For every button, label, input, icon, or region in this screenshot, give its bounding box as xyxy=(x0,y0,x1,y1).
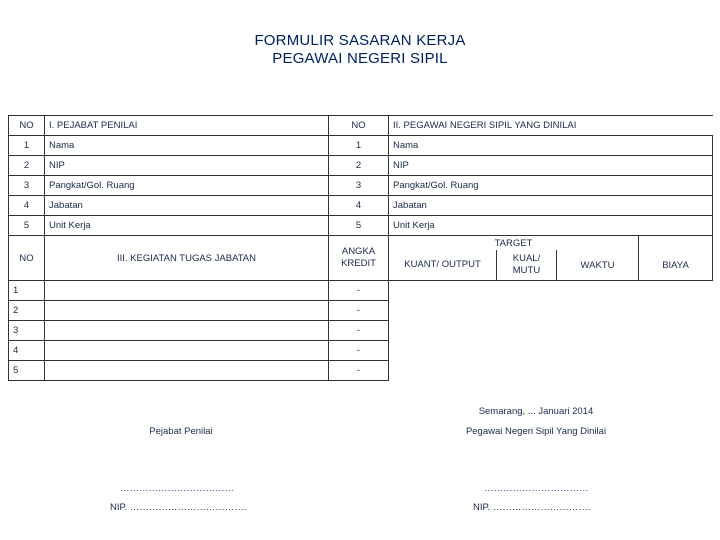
s3-row-kredit: - xyxy=(329,321,389,341)
s3-row-kredit: - xyxy=(329,281,389,301)
s2-row-label: Unit Kerja xyxy=(389,216,713,236)
activity-row xyxy=(9,321,713,341)
s3-no-header: NO xyxy=(9,236,45,281)
s3-row-activity[interactable] xyxy=(45,301,329,321)
kuant-output-label: KUANT/ OUTPUT xyxy=(404,259,481,270)
s3-row-blank xyxy=(389,341,713,361)
activity-row xyxy=(9,281,713,301)
s1-row-no: 2 xyxy=(9,156,45,176)
identity-row xyxy=(9,156,713,176)
left-signature-line: ……………………………… xyxy=(120,483,234,494)
s3-heading: III. KEGIATAN TUGAS JABATAN xyxy=(45,236,329,281)
right-signature-line: …………………………… xyxy=(484,483,589,494)
identity-row xyxy=(9,216,713,236)
right-signer-title: Pegawai Negeri Sipil Yang Dinilai xyxy=(465,426,607,437)
s2-row-no: 1 xyxy=(329,136,389,156)
s2-row-label: NIP xyxy=(389,156,713,176)
target-header: TARGET xyxy=(389,236,639,251)
s3-row-no: 4 xyxy=(9,341,45,361)
s2-no-header: NO xyxy=(329,116,389,136)
s2-row-label: Pangkat/Gol. Ruang xyxy=(389,176,713,196)
s3-row-kredit: - xyxy=(329,301,389,321)
waktu-header: WAKTU xyxy=(557,250,639,281)
s2-row-no: 2 xyxy=(329,156,389,176)
s3-row-blank xyxy=(389,301,713,321)
identity-row xyxy=(9,136,713,156)
angka-kredit-label: ANGKA KREDIT xyxy=(341,246,376,269)
s1-row-no: 4 xyxy=(9,196,45,216)
s1-row-no: 1 xyxy=(9,136,45,156)
form-title-line2: PEGAWAI NEGERI SIPIL xyxy=(272,50,448,67)
activity-row xyxy=(9,361,713,381)
s3-row-activity[interactable] xyxy=(45,341,329,361)
biaya-header: BIAYA xyxy=(639,236,713,281)
s2-heading: II. PEGAWAI NEGERI SIPIL YANG DINILAI xyxy=(389,116,713,136)
s1-row-label: NIP xyxy=(45,156,329,176)
s3-row-activity[interactable] xyxy=(45,321,329,341)
s1-no-header: NO xyxy=(9,116,45,136)
s3-row-kredit: - xyxy=(329,341,389,361)
angka-kredit-header xyxy=(329,236,389,281)
activity-header-row xyxy=(9,236,713,251)
activity-row xyxy=(9,341,713,361)
s2-row-no: 3 xyxy=(329,176,389,196)
s3-row-activity[interactable] xyxy=(45,361,329,381)
kuant-output-header xyxy=(389,250,497,281)
kual-mutu-header xyxy=(497,250,557,281)
s3-row-blank xyxy=(389,321,713,341)
s1-row-label: Jabatan xyxy=(45,196,329,216)
s2-row-label: Nama xyxy=(389,136,713,156)
s3-row-blank xyxy=(389,361,713,381)
s1-row-label: Nama xyxy=(45,136,329,156)
s2-row-no: 4 xyxy=(329,196,389,216)
kual-mutu-label: KUAL/ MUTU xyxy=(512,253,541,276)
s2-row-no: 5 xyxy=(329,216,389,236)
form-table xyxy=(8,115,713,381)
identity-header-row xyxy=(9,116,713,136)
right-nip: NIP. …………………………. xyxy=(473,502,591,513)
s2-row-label: Jabatan xyxy=(389,196,713,216)
s3-row-no: 2 xyxy=(9,301,45,321)
activity-row xyxy=(9,301,713,321)
s3-row-blank xyxy=(389,281,713,301)
place-date: Semarang, ... Januari 2014 xyxy=(478,406,594,417)
left-signer-title: Pejabat Penilai xyxy=(149,426,213,437)
form-title-line1: FORMULIR SASARAN KERJA xyxy=(254,32,466,49)
s3-row-no: 5 xyxy=(9,361,45,381)
identity-row xyxy=(9,176,713,196)
s1-row-label: Pangkat/Gol. Ruang xyxy=(45,176,329,196)
s3-row-kredit: - xyxy=(329,361,389,381)
s1-row-no: 5 xyxy=(9,216,45,236)
s1-heading: I. PEJABAT PENILAI xyxy=(45,116,329,136)
s3-row-no: 3 xyxy=(9,321,45,341)
s1-row-label: Unit Kerja xyxy=(45,216,329,236)
s3-row-no: 1 xyxy=(9,281,45,301)
s1-row-no: 3 xyxy=(9,176,45,196)
s3-row-activity[interactable] xyxy=(45,281,329,301)
left-nip: NIP. ………………………………. xyxy=(110,502,247,513)
identity-row xyxy=(9,196,713,216)
